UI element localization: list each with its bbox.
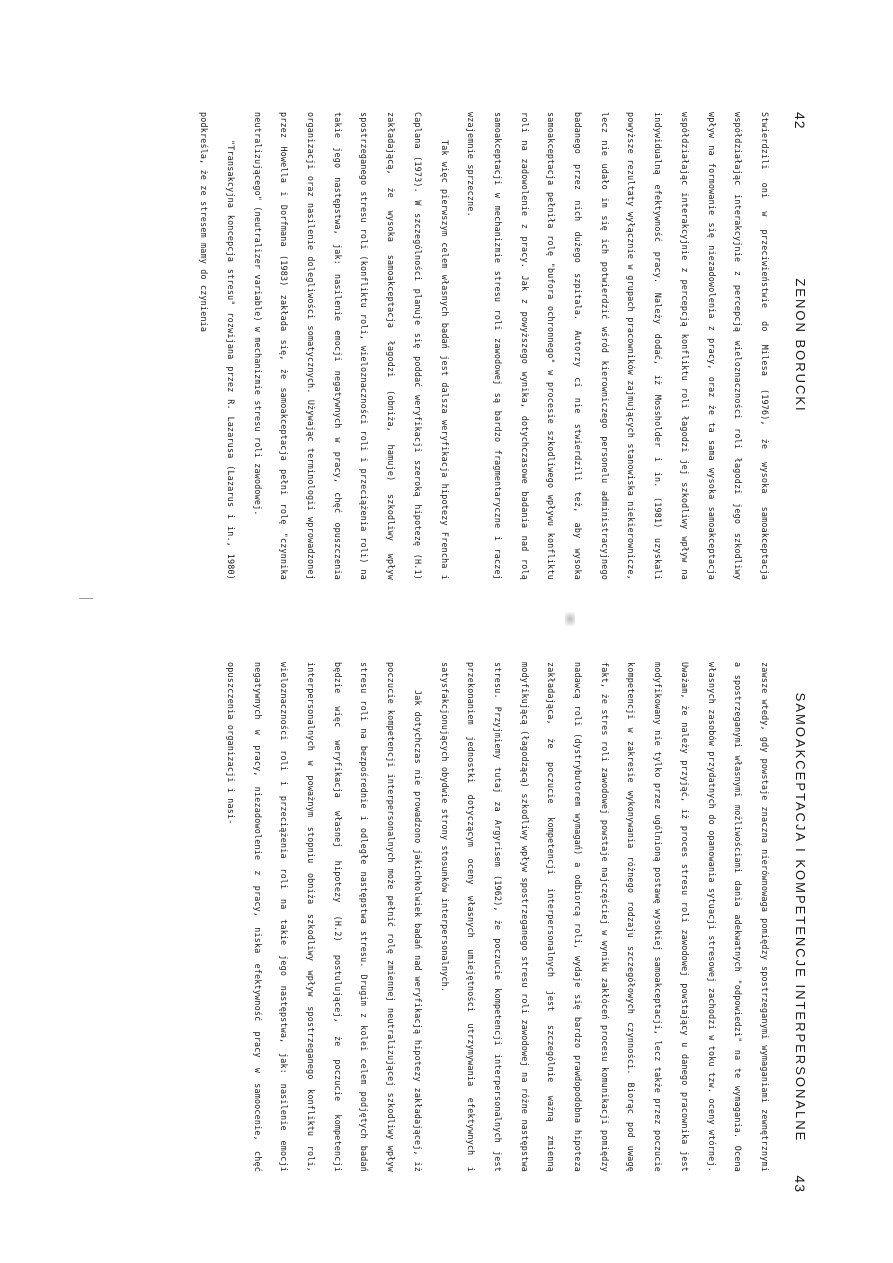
left-running-head: [788, 0, 808, 631]
paragraph: zawsze wtedy, gdy powstaje znaczna nierównowaga pomiędzy spostrzeganymi wymaganiami zewnętrznymi a spostrzeganymi własnymi możliwościami dania adekwatnych "odpowiedzi" na te wymagania. Ocena własnych zasobów przydatnych do opanowania sytuacji stresowej zachodzi w toku tzw. oceny wtórnej. Uważam, że należy przyjąć, iż proces stresu roli zawodowej powstający u danego pracownika jest modyfikowany nie tylko przez ugólnioną postawę wysokiej samoakceptacji, lecz także przez poczucie kompetencji w zakresie wykonywania różnego rodzaju szczegółowych czynności. Biorąc pod uwagę fakt, że stres roli zawodowej powstaje najczęściej w wyniku zakłóceń procesu komunikacji pomiędzy nadawcą roli (dystrybutorem wymagań) a odbiorcą roli, wydaje się bardzo prawdopodobna hipoteza zakładająca, że poczucie kompetencji interpersonalnych jest szczególnie ważną zmienną modyfikującą (łagodzącą) szkodliwy wpływ spostrzeganego stresu roli zawodowej na różne następstwa stresu. Przyjmiemy tutaj za Argyrisem (1962), że poczucie kompetencji interpersonalnych jest przekonaniem jednostki dotyczącym oceny własnych umiejętności utrzymywania efektywnych i satysfakcjonujących obydwie strony stosunków interpersonalnych.: [439, 662, 770, 1172]
left-page: [0, 0, 893, 631]
right-page: [0, 632, 893, 1263]
right-running-head: [788, 632, 808, 1263]
paragraph: Tak więc pierwszym celem własnych badań jest dalsza weryfikacja hipotezy Frencha i Caplana (1973). W szczególności planuje się poddać weryfikacji szeroką hipotezę (H.1) zakładającą, że wysoka samoakceptacja łagodzi (obniża, hamuje) szkodliwy wpływ spostrzeganego stresu roli (konfliktu roli, wieloznaczności roli i przeciążenia roli) na takie jego następstwa, jak: nasilenie emocji negatywnych w pracy, chęć opuszczenia organizacji oraz nasilenie dolegliwości somatycznych. Używając terminologii wprowadzonej przez Howella i Dorfmana (1983) zakłada się, że samoakceptacja pełni rolę "czynnika neutralizującego" (neutralizer variable) w mechanizmie stresu roli zawodowej.: [252, 112, 450, 580]
scan-artifact: [565, 612, 575, 626]
page-number-left: 42: [792, 112, 808, 130]
gutter-mark: [79, 598, 93, 599]
running-head-title: SAMOAKCEPTACJA I KOMPETENCJE INTERPERSONALNE: [793, 692, 808, 1143]
paragraph: Jak dotychczas nie prowadzono jakichkolwiek badań nad weryfikacją hipotezy zakładającej, iż poczucie kompetencji interpersonalnych może pełnić rolę zmiennej neutralizującej szkodliwy wpływ stresu roli na bezpośrednie i odległe następstwa stresu. Drugim z kolei celem podjętych badań będzie więc weryfikacja własnej hipotezy (H.2) postulującej, że poczucie kompetencji interpersonalnych w poważnym stopniu obniża szkodliwy wpływ spostrzeganego konfliktu roli, wieloznaczności roli i przeciążenia roli na takie jego następstwa, jak: nasilenie emocji negatywnych w pracy, niezadowolenie z pracy, niska efektywność pracy w samoocenie, chęć opuszczenia organizacji i nasi-: [225, 662, 423, 1172]
page-number-right: 43: [792, 1175, 808, 1193]
running-head-author: ZENON BORUCKI: [793, 278, 808, 413]
paragraph: "Transakcyjna koncepcja stresu" rozwijana przez R. Lazarusa (Lazarus i in., 1980) podkreśla, że ze stresem mamy do czynienia: [199, 112, 236, 580]
right-body-text: [217, 662, 778, 1172]
left-body-text: [191, 112, 778, 580]
paragraph: Stwierdzili oni w przeciwieństwie do Milesa (1976), że wysoka samoakceptacja współdziałając interakcyjnie z percepcją wieloznaczności roli łagodzi jego szkodliwy wpływ na formowanie się niezadowolenia z pracy, oraz że ta sama wysoka samoakceptacja współdziałając interakcyjnie z percepcją konfliktu roli łagodzi jej szkodliwy wpływ na indywidualną efektywność pracy. Należy dodać, iż Mossholder i in. (1981) uzyskali powyższe rezultaty wyłącznie w grupach pracowników zajmujących stanowiska niekierownicze, lecz nie udało im się ich potwierdzić wśród kierowniczego personelu administracyjnego badanego przez nich dużego szpitala. Autorzy ci nie stwierdzili też, aby wysoka samoakceptacja pełniła rolę "bufora ochronnego" w procesie szkodliwego wpływu konfliktu roli na zadowolenie z pracy. Jak z powyższego wynika, dotychczasowe badania nad rolą samoakceptacji w mechanizmie stresu roli zawodowej są bardzo fragmentaryczne i raczej wzajemnie sprzeczne.: [466, 112, 770, 580]
